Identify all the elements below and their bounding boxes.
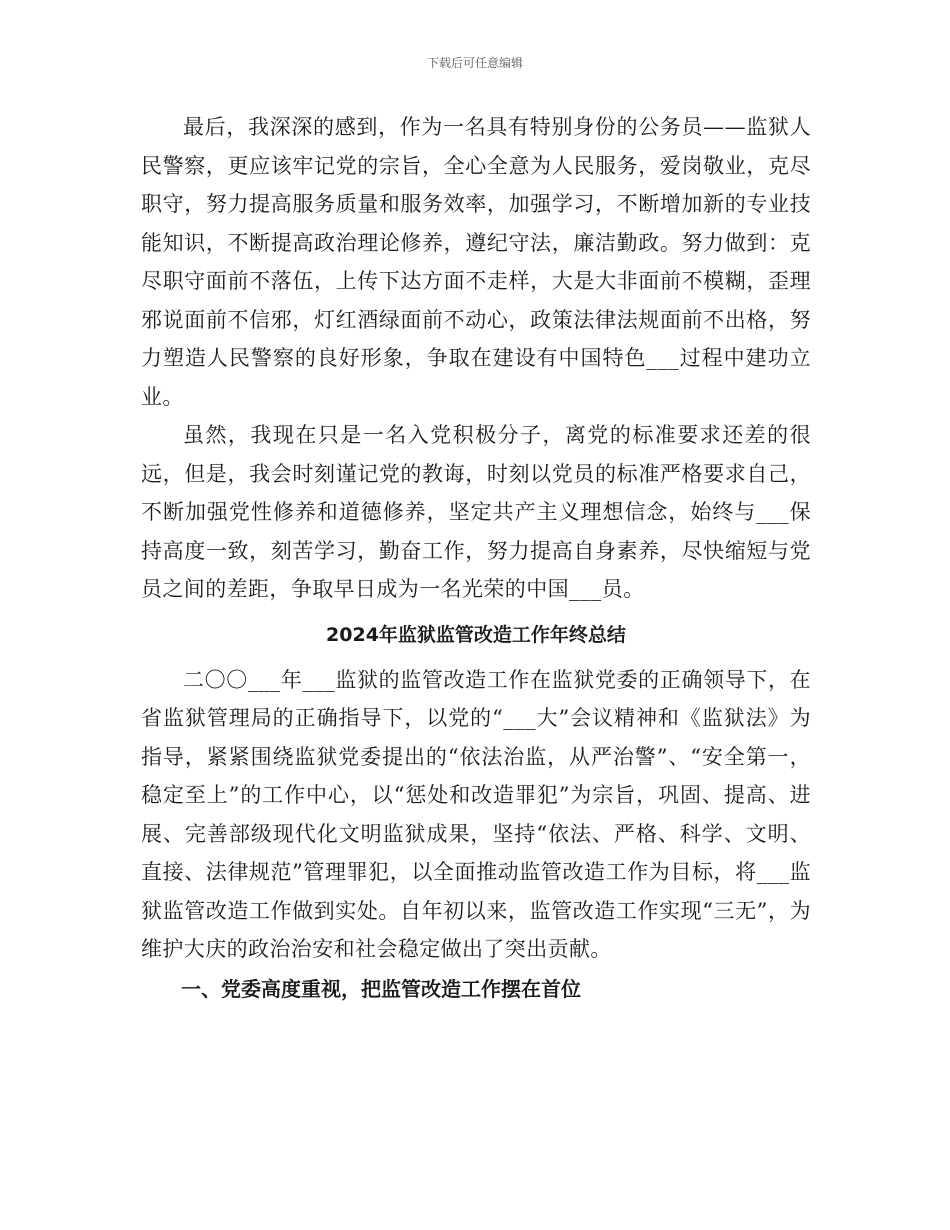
download-note: 下载后可任意编辑 <box>426 56 523 70</box>
paragraph-conclusion: 最后，我深深的感到，作为一名具有特别身份的公务员——监狱人民警察，更应该牢记党的宗旨，全心全意为人民服务，爱岗敬业，克尽职守，努力提高服务质量和服务效率，加强学习，不断增加新的专业技能知识，不断提高政治理论修养，遵纪守法，廉洁勤政。努力做到：克尽职守面前不落伍，上传下达方面不走样，大是大非面前不模糊，歪理邪说面前不信邪，灯红酒绿面前不动心，政策法律法规面前不出格，努力塑造人民警察的良好形象，争取在建设有中国特色___过程中建功立业。 <box>141 115 811 409</box>
section-heading: 一、党委高度重视，把监管改造工作摆在首位 <box>181 976 581 1001</box>
document-title: 2024年监狱监管改造工作年终总结 <box>326 623 626 646</box>
paragraph-intro: 二〇〇___年___监狱的监管改造工作在监狱党委的正确领导下，在省监狱管理局的正确指导下，以党的“___大”会议精神和《监狱法》为指导，紧紧围绕监狱党委提出的“依法治监，从严治警”、“安全第一，稳定至上”的工作中心，以“惩处和改造罪犯”为宗旨，巩固、提高、进展、完善部级现代化文明监狱成果，坚持“依法、严格、科学、文明、直接、法律规范”管理罪犯，以全面推动监管改造工作为目标，将___监狱监管改造工作做到实处。自年初以来，监管改造工作实现“三无”，为维护大庆的政治治安和社会稳定做出了突出贡献。 <box>141 667 811 961</box>
paragraph-commitment: 虽然，我现在只是一名入党积极分子，离党的标准要求还差的很远，但是，我会时刻谨记党的教诲，时刻以党员的标准严格要求自己，不断加强党性修养和道德修养，坚定共产主义理想信念，始终与___保持高度一致，刻苦学习，勤奋工作，努力提高自身素养，尽快缩短与党员之间的差距，争取早日成为一名光荣的中国___员。 <box>141 423 811 601</box>
document-body <box>141 108 811 1009</box>
